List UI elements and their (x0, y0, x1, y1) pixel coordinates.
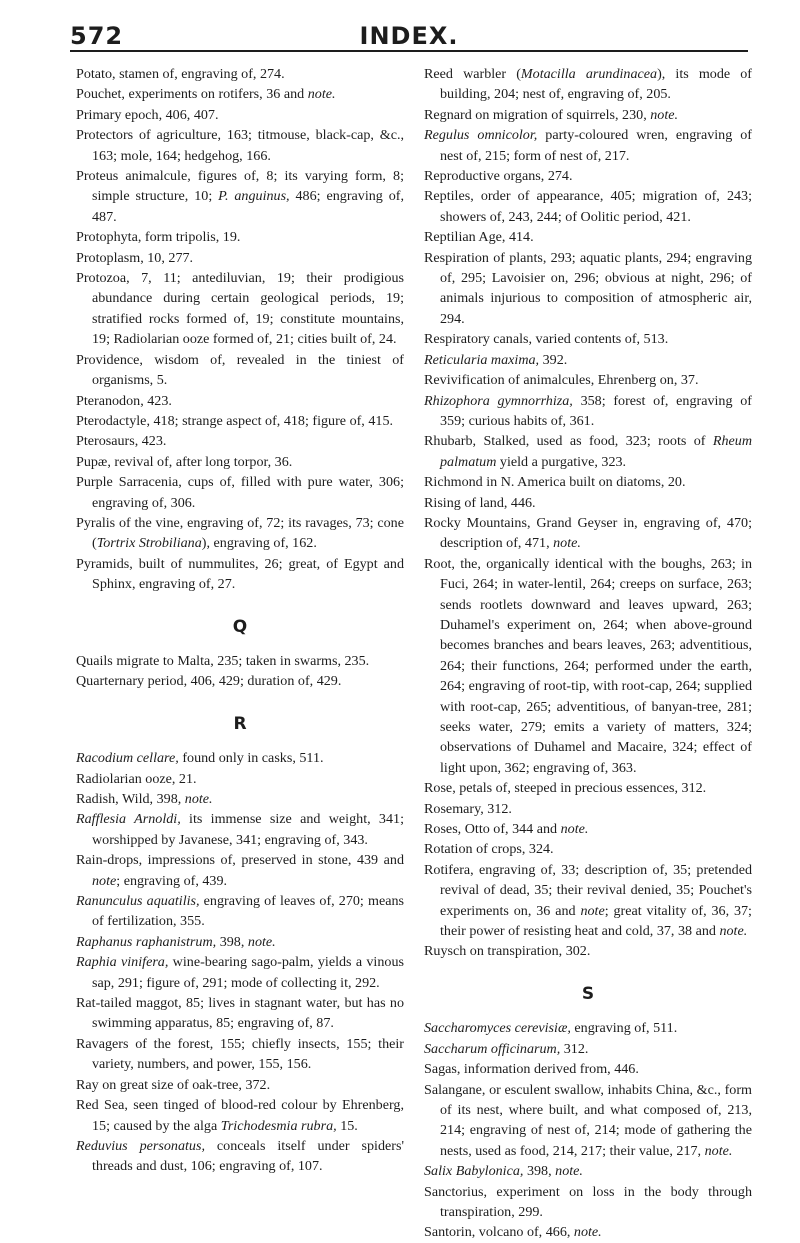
index-entry (424, 554, 752, 778)
entry-text: Pteranodon, 423. (76, 392, 172, 409)
entry-text: Salangane, or esculent swallow, inhabits China, &c., form of its nest, where built, and what composed of, 213, 214; engraving of nest of, 214; mode of gathering the nests, used as food, 214, 217; their value, 217, (424, 1081, 752, 1159)
entry-text: 392. (539, 351, 568, 368)
index-entry (76, 64, 404, 84)
index-entry (424, 1182, 752, 1223)
entry-text: Rotifera, engraving of, 33; description of, 35; pretended revival of dead, 35; their revival denied, 35; Pouchet's experiments on, 36 and (424, 861, 752, 919)
index-entry (76, 452, 404, 472)
entry-text: Primary epoch, 406, 407. (76, 106, 219, 123)
italic-term: note. (307, 86, 336, 103)
italic-term: note (580, 902, 605, 919)
italic-term: Reticularia maxima, (424, 351, 540, 368)
index-entry (424, 370, 752, 390)
right-column (424, 64, 752, 1243)
entry-text: Respiratory canals, varied contents of, 513. (424, 331, 669, 348)
entry-text: Sagas, information derived from, 446. (424, 1061, 639, 1078)
index-entry (76, 850, 404, 891)
entry-text: Providence, wisdom of, revealed in the tiniest of organisms, 5. (76, 351, 404, 389)
index-entry (424, 227, 752, 247)
index-entry (424, 350, 752, 370)
left-column (76, 64, 404, 1177)
index-entry (76, 809, 404, 850)
index-entry (76, 125, 404, 166)
index-entry (76, 1095, 404, 1136)
index-entry (76, 891, 404, 932)
italic-term: note. (184, 791, 213, 807)
entry-text: 486; engraving of, 487. (92, 188, 404, 225)
italic-term: Racodium cellare, (76, 750, 179, 767)
entry-text: ), engraving of, 162. (201, 535, 317, 552)
index-entry (424, 329, 752, 349)
italic-term: Ranunculus aquatilis, (76, 893, 200, 910)
entry-text: Sanctorius, experiment on loss in the body through transpiration, 299. (424, 1183, 752, 1220)
entry-text: 398, (216, 933, 248, 950)
index-entry (76, 554, 404, 595)
entry-text: Pyralis of the vine, engraving of, 72; its ravages, 73; cone ( (76, 514, 404, 552)
entry-text: yield a purgative, 323. (496, 453, 627, 470)
italic-term: note. (560, 821, 589, 838)
index-entry (76, 1075, 404, 1095)
italic-term: note. (650, 106, 679, 123)
italic-term: Rafflesia Arnoldi, (76, 811, 181, 828)
header-rule (70, 50, 748, 52)
index-entry (76, 748, 404, 768)
entry-text: engraving of, 511. (570, 1020, 678, 1037)
index-entry (424, 778, 752, 798)
entry-text: party-coloured wren, engraving of nest of, 215; form of nest of, 217. (440, 127, 752, 164)
entry-text: ), its mode of building, 204; nest of, engraving of, 205. (440, 66, 752, 103)
entry-text: Red Sea, seen tinged of blood-red colour by Ehrenberg, 15; caused by the alga (76, 1097, 404, 1134)
index-entry (76, 769, 404, 789)
entry-text: wine-bearing sago-palm, yields a vinous sap, 291; figure of, 291; mode of collecting it, 292. (92, 954, 404, 991)
index-entry (424, 1080, 752, 1162)
index-entry (76, 268, 404, 350)
index-entry (424, 391, 752, 432)
section-letter: Q (232, 616, 248, 637)
entry-text: Protoplasm, 10, 277. (76, 249, 194, 266)
index-entry (424, 799, 752, 819)
entry-text: engraving of leaves of, 270; means of fertilization, 355. (92, 893, 404, 930)
entry-text: Reed warbler ( (424, 66, 521, 82)
entry-text: Rosemary, 312. (424, 800, 512, 817)
italic-term: Motacilla arundinacea (520, 66, 658, 82)
entry-text: its immense size and weight, 341; worshipped by Javanese, 341; engraving of, 343. (92, 811, 404, 848)
italic-term: Tortrix Strobiliana (96, 535, 202, 552)
entry-text: 358; forest of, engraving of 359; curious habits of, 361. (440, 392, 753, 429)
italic-term: Rheum palmatum (440, 433, 752, 470)
index-entry (76, 671, 404, 691)
italic-term: note. (553, 535, 581, 552)
entry-text: Roses, Otto of, 344 and (424, 821, 561, 838)
italic-term: note. (719, 923, 748, 940)
entry-text: Radiolarian ooze, 21. (76, 770, 197, 787)
entry-text: ; engraving of, 439. (116, 872, 228, 889)
entry-text: Protophyta, form tripolis, 19. (76, 229, 241, 246)
italic-term: Saccharum officinarum, (424, 1040, 561, 1057)
index-entry (424, 1018, 752, 1038)
section-letter: S (581, 983, 595, 1004)
index-entry (424, 186, 752, 227)
entry-text: Proteus animalcule, figures of, 8; its varying form, 8; simple structure, 10; (76, 168, 404, 205)
entry-text: Rain-drops, impressions of, preserved in stone, 439 and (76, 852, 404, 869)
page-number: 572 (70, 22, 124, 50)
entry-text: Pupæ, revival of, after long torpor, 36. (76, 453, 293, 470)
entry-text: ; great vitality of, 36, 37; their power of resisting heat and cold, 37, 38 and (440, 902, 752, 940)
entry-text: Ravagers of the forest, 155; chiefly insects, 155; their variety, numbers, and power, 155, 156. (76, 1035, 404, 1073)
entry-text: Respiration of plants, 293; aquatic plants, 294; engraving of, 295; Lavoisier on, 296; obvious at night, 296; of animals injurious to composition of atmospheric air, 294. (424, 249, 752, 327)
index-entry (424, 493, 752, 513)
entry-text: Reptiles, order of appearance, 405; migration of, 243; showers of, 243, 244; of Oolitic period, 421. (424, 188, 752, 225)
entry-text: Purple Sarracenia, cups of, filled with pure water, 306; engraving of, 306. (76, 474, 404, 511)
italic-term: note. (704, 1142, 733, 1159)
page-title: INDEX. (359, 22, 459, 50)
entry-text: Quarternary period, 406, 429; duration of, 429. (76, 673, 342, 690)
entry-text: 398, (523, 1163, 556, 1180)
italic-term: Raphanus raphanistrum, (76, 933, 217, 950)
italic-term: note. (555, 1163, 583, 1180)
index-entry (76, 227, 404, 247)
index-entry (424, 513, 752, 554)
entry-text: Pterodactyle, 418; strange aspect of, 418; figure of, 415. (76, 412, 394, 429)
italic-term: Salix Babylonica, (424, 1163, 524, 1180)
italic-term: Reduvius personatus, (76, 1137, 205, 1154)
index-entry (424, 819, 752, 839)
entry-text: Santorin, volcano of, 466, (424, 1224, 574, 1241)
italic-term: Regulus omnicolor, (424, 127, 538, 144)
italic-term: P. anguinus, (218, 188, 290, 205)
index-entry (76, 350, 404, 391)
entry-text: Richmond in N. America built on diatoms, 20. (424, 474, 686, 491)
index-entry (76, 513, 404, 554)
index-entry (424, 248, 752, 330)
entry-text: Potato, stamen of, engraving of, 274. (76, 66, 285, 82)
italic-term: note. (247, 933, 276, 950)
index-entry (76, 952, 404, 993)
index-entry (424, 166, 752, 186)
index-entry (76, 1034, 404, 1075)
entry-text: Radish, Wild, 398, (76, 791, 185, 807)
entry-text: Rotation of crops, 324. (424, 841, 554, 858)
entry-text: Protozoa, 7, 11; antediluvian, 19; their prodigious abundance during certain geological periods, 19; stratified rocks formed of, 19; constitute mountains, 19; Radiolarian ooze formed of, 21; cities built of, 24. (76, 270, 404, 348)
entry-text: Ray on great size of oak-tree, 372. (76, 1076, 271, 1093)
entry-text: Rising of land, 446. (424, 494, 536, 511)
section-letter: R (233, 713, 247, 734)
entry-text: Pouchet, experiments on rotifers, 36 and (76, 86, 308, 103)
index-entry (76, 993, 404, 1034)
italic-term: Trichodesmia rubra, (220, 1117, 337, 1134)
index-entry (424, 431, 752, 472)
italic-term: note (92, 872, 117, 889)
index-entry (76, 166, 404, 227)
entry-text: Regnard on migration of squirrels, 230, (424, 106, 651, 123)
entry-text: 15. (336, 1117, 358, 1134)
entry-text: found only in casks, 511. (178, 750, 324, 767)
italic-term: Raphia vinifera, (76, 954, 169, 971)
index-entry (76, 248, 404, 268)
entry-text: Pyramids, built of nummulites, 26; great, of Egypt and Sphinx, engraving of, 27. (76, 555, 404, 593)
index-entry (76, 431, 404, 451)
index-entry (424, 472, 752, 492)
entry-text: Reproductive organs, 274. (424, 168, 573, 185)
entry-text: Quails migrate to Malta, 235; taken in swarms, 235. (76, 652, 370, 669)
index-entry (424, 1059, 752, 1079)
index-entry (424, 105, 752, 125)
entry-text: conceals itself under spiders' threads and dust, 106; engraving of, 107. (92, 1137, 404, 1175)
index-entry (76, 411, 404, 431)
index-entry (76, 472, 404, 513)
index-entry (424, 941, 752, 961)
italic-term: Rhizophora gymnorrhiza, (424, 392, 573, 409)
entry-text: Root, the, organically identical with the boughs, 263; in Fuci, 264; in water-lentil, 264; creeps on surface, 263; sends rootlets downward and leaves upward, 263; Duhamel's experiment on, 264; when above-ground becomes branches and bears leaves, 263; adventitious, 264; their functions, 264; performed under the earth, 264; engraving of root-tip, with root-cap, 264; supplied with root-cap, 265; adventitious, of banyan-tree, 281; seeks water, 279; emits a variety of matters, 324; observations of Duhamel and Macaire, 324; effect of light upon, 362; engraving of, 363. (424, 555, 752, 776)
index-entry (424, 64, 752, 105)
entry-text: Rat-tailed maggot, 85; lives in stagnant water, but has no swimming apparatus, 85; engraving of, 87. (76, 995, 404, 1032)
entry-text: Revivification of animalcules, Ehrenberg on, 37. (424, 372, 699, 389)
index-entry (424, 1039, 752, 1059)
index-entry (76, 84, 404, 104)
index-entry (424, 860, 752, 942)
entry-text: Protectors of agriculture, 163; titmouse, black-cap, &c., 163; mole, 164; hedgehog, 166. (76, 127, 404, 164)
index-entry (76, 651, 404, 671)
index-entry (424, 125, 752, 166)
entry-text: Reptilian Age, 414. (424, 229, 534, 246)
italic-term: note. (573, 1224, 602, 1241)
index-entry (76, 391, 404, 411)
index-entry (424, 839, 752, 859)
italic-term: Saccharomyces cerevisiæ, (424, 1020, 571, 1037)
entry-text: Pterosaurs, 423. (76, 433, 167, 450)
index-entry (76, 789, 404, 809)
entry-text: Rose, petals of, steeped in precious essences, 312. (424, 780, 707, 797)
entry-text: Rocky Mountains, Grand Geyser in, engraving of, 470; description of, 471, (424, 514, 752, 552)
index-entry (76, 932, 404, 952)
entry-text: 312. (560, 1040, 589, 1057)
index-entry (76, 1136, 404, 1177)
entry-text: Rhubarb, Stalked, used as food, 323; roots of (424, 433, 713, 450)
index-entry (424, 1222, 752, 1242)
index-entry (76, 105, 404, 125)
index-entry (424, 1161, 752, 1181)
entry-text: Ruysch on transpiration, 302. (424, 943, 591, 960)
